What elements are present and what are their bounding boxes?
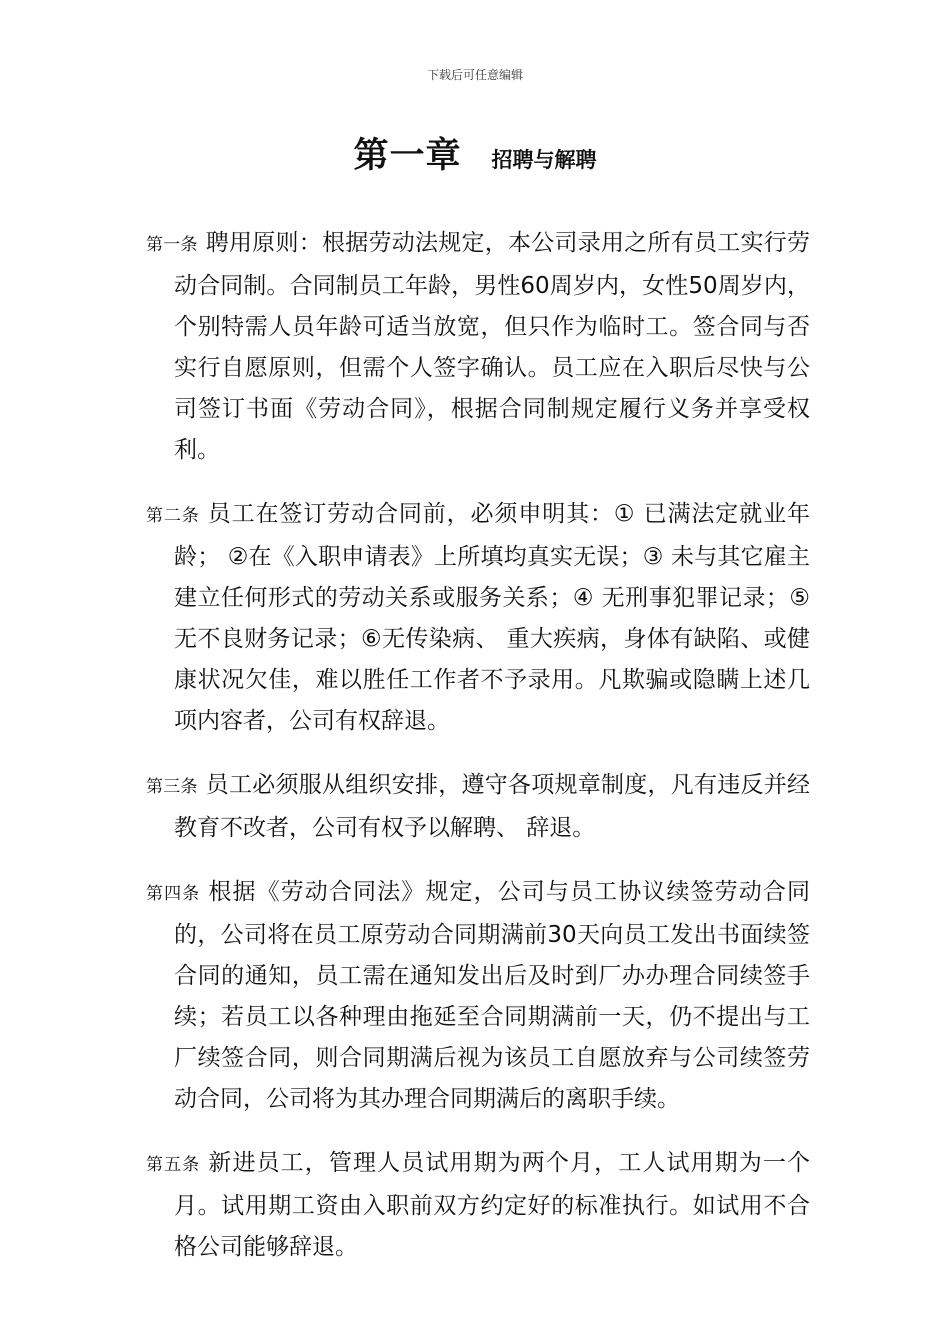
- chapter-title: [0, 128, 950, 178]
- article-label: 第二条: [146, 506, 200, 526]
- article-1: [146, 223, 810, 471]
- article-label: 第一条: [146, 235, 198, 255]
- article-5: [146, 1143, 810, 1268]
- article-list: [146, 200, 810, 1279]
- article-text: 员工必须服从组织安排，遵守各项规章制度，凡有违反并经教育不改者，公司有权予以解聘、 辞退。: [174, 772, 810, 841]
- article-text: 新进员工，管理人员试用期为两个月，工人试用期为一个月。试用期工资由入职前双方约定好的标准执行。如试用不合格公司能够辞退。: [174, 1150, 811, 1260]
- article-label: 第三条: [146, 777, 198, 797]
- chapter-number: 第一章: [353, 136, 462, 176]
- header-note: 下载后可任意编辑: [426, 68, 523, 82]
- article-text: 根据《劳动合同法》规定，公司与员工协议续签劳动合同的，公司将在员工原劳动合同期满前30天向员工发出书面续签合同的通知，员工需在通知发出后及时到厂办办理合同续签手续；若员工以各种理由拖延至合同期满前一天，仍不提出与工厂续签合同，则合同期满后视为该员工自愿放弃与公司续签劳动合同，公司将为其办理合同期满后的离职手续。: [174, 879, 811, 1112]
- chapter-name: 招聘与解聘: [491, 148, 597, 172]
- article-text: 员工在签订劳动合同前，必须申明其：① 已满法定就业年龄； ②在《入职申请表》上所填均真实无误；③ 未与其它雇主建立任何形式的劳动关系或服务关系；④ 无刑事犯罪记录；⑤无不良财务记录；⑥无传染病、 重大疾病，身体有缺陷、或健康状况欠佳，难以胜任工作者不予录用。凡欺骗或隐瞒上述几项内容者，公司有权辞退。: [174, 501, 810, 734]
- article-label: 第五条: [146, 1155, 201, 1175]
- article-4: [146, 872, 810, 1120]
- article-2: [146, 494, 810, 742]
- article-3: [146, 765, 810, 849]
- article-label: 第四条: [146, 884, 201, 904]
- article-text: 聘用原则：根据劳动法规定，本公司录用之所有员工实行劳动合同制。合同制员工年龄，男性60周岁内，女性50周岁内，个别特需人员年龄可适当放宽，但只作为临时工。签合同与否实行自愿原则，但需个人签字确认。员工应在入职后尽快与公司签订书面《劳动合同》，根据合同制规定履行义务并享受权利。: [174, 230, 810, 463]
